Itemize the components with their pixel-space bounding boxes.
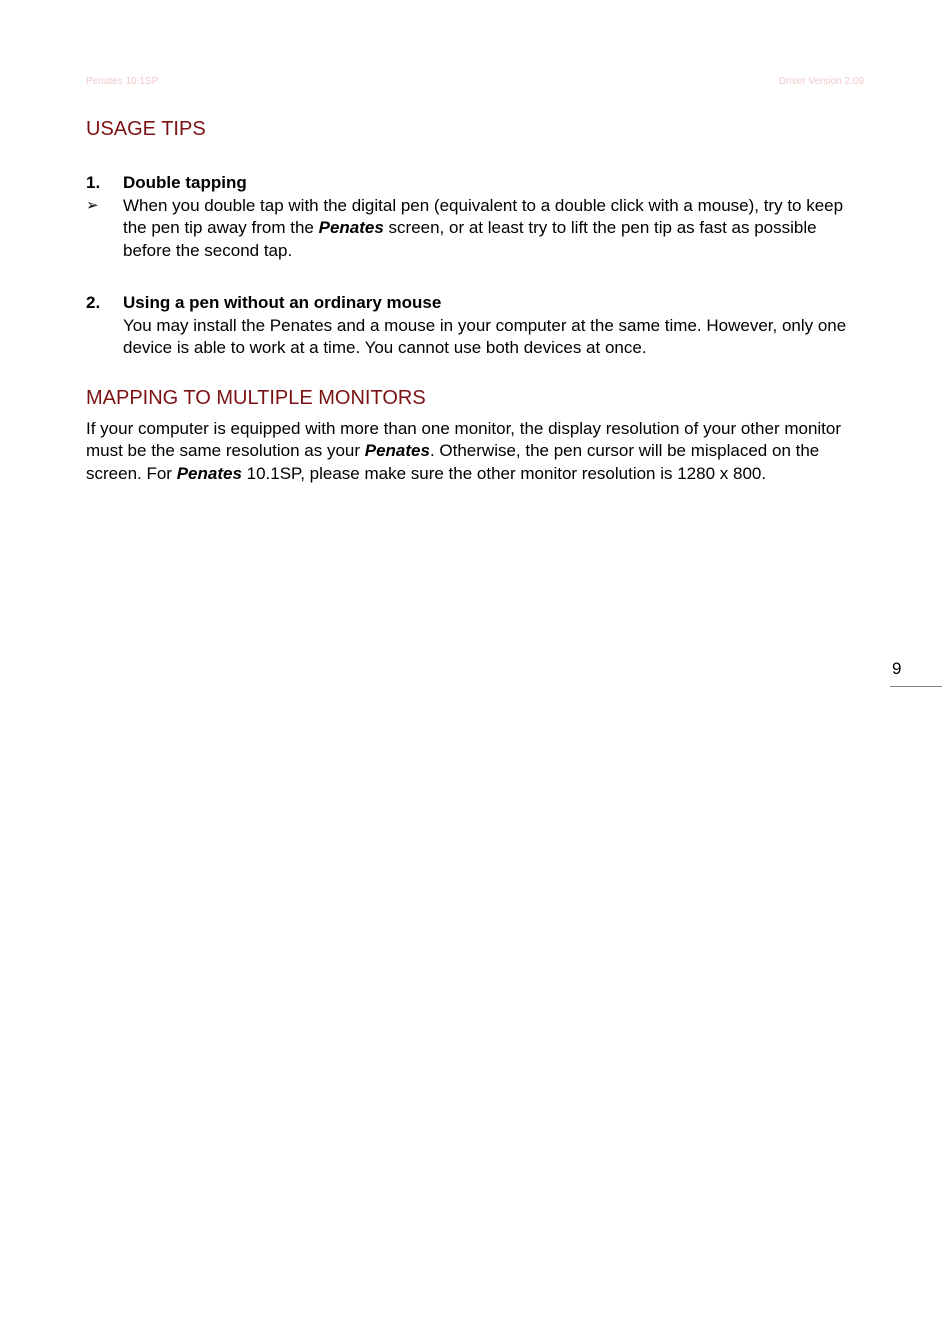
running-header-product: Penates 10.1SP <box>86 76 159 87</box>
usage-tip-1-bullet-row <box>86 195 866 263</box>
mapping-monitors-paragraph <box>86 418 866 486</box>
product-name-emphasis: Penates <box>176 463 242 483</box>
running-header-driver-version: Driver Version 2.09 <box>778 76 864 87</box>
product-name-emphasis: Penates <box>364 441 430 460</box>
mapping-text-part-3: 10.1SP, please make sure the other monitor resolution is 1280 x 800. <box>241 463 767 483</box>
usage-tip-1-heading <box>86 172 866 195</box>
usage-tip-2-title: Using a pen without an ordinary mouse <box>123 293 442 312</box>
usage-tip-2-heading <box>86 292 866 315</box>
usage-tip-1-text-before: When you double tap with the digital pen (equivalent to a double click with a mouse), try to keep the pen tip away from the <box>123 195 844 237</box>
page-number: 9 <box>892 659 902 678</box>
usage-tip-1-title: Double tapping <box>123 173 247 192</box>
mapping-text-part-1: If your computer is equipped with more than one monitor, the display resolution of your other monitor must be the same resolution as your <box>86 418 842 460</box>
usage-tip-2-number: 2. <box>86 293 101 312</box>
usage-tip-1-text-after: screen, or at least try to lift the pen tip as fast as possible before the second tap. <box>123 218 817 260</box>
mapping-monitors-title: MAPPING TO MULTIPLE MONITORS <box>86 386 426 409</box>
arrow-bullet-icon: ➢ <box>86 196 99 214</box>
usage-tip-1-text <box>123 195 866 263</box>
page-number-rule <box>890 686 942 687</box>
usage-tip-2-text: You may install the Penates and a mouse in your computer at the same time. However, only one device is able to work at a time. You cannot use both devices at once. <box>123 315 847 357</box>
mapping-text-part-2: . Otherwise, the pen cursor will be misplaced on the screen. For <box>86 441 820 483</box>
product-name-emphasis: Penates <box>318 218 384 237</box>
usage-tips-title: USAGE TIPS <box>86 118 206 140</box>
page-content <box>86 116 866 485</box>
usage-tip-1-number: 1. <box>86 173 101 192</box>
